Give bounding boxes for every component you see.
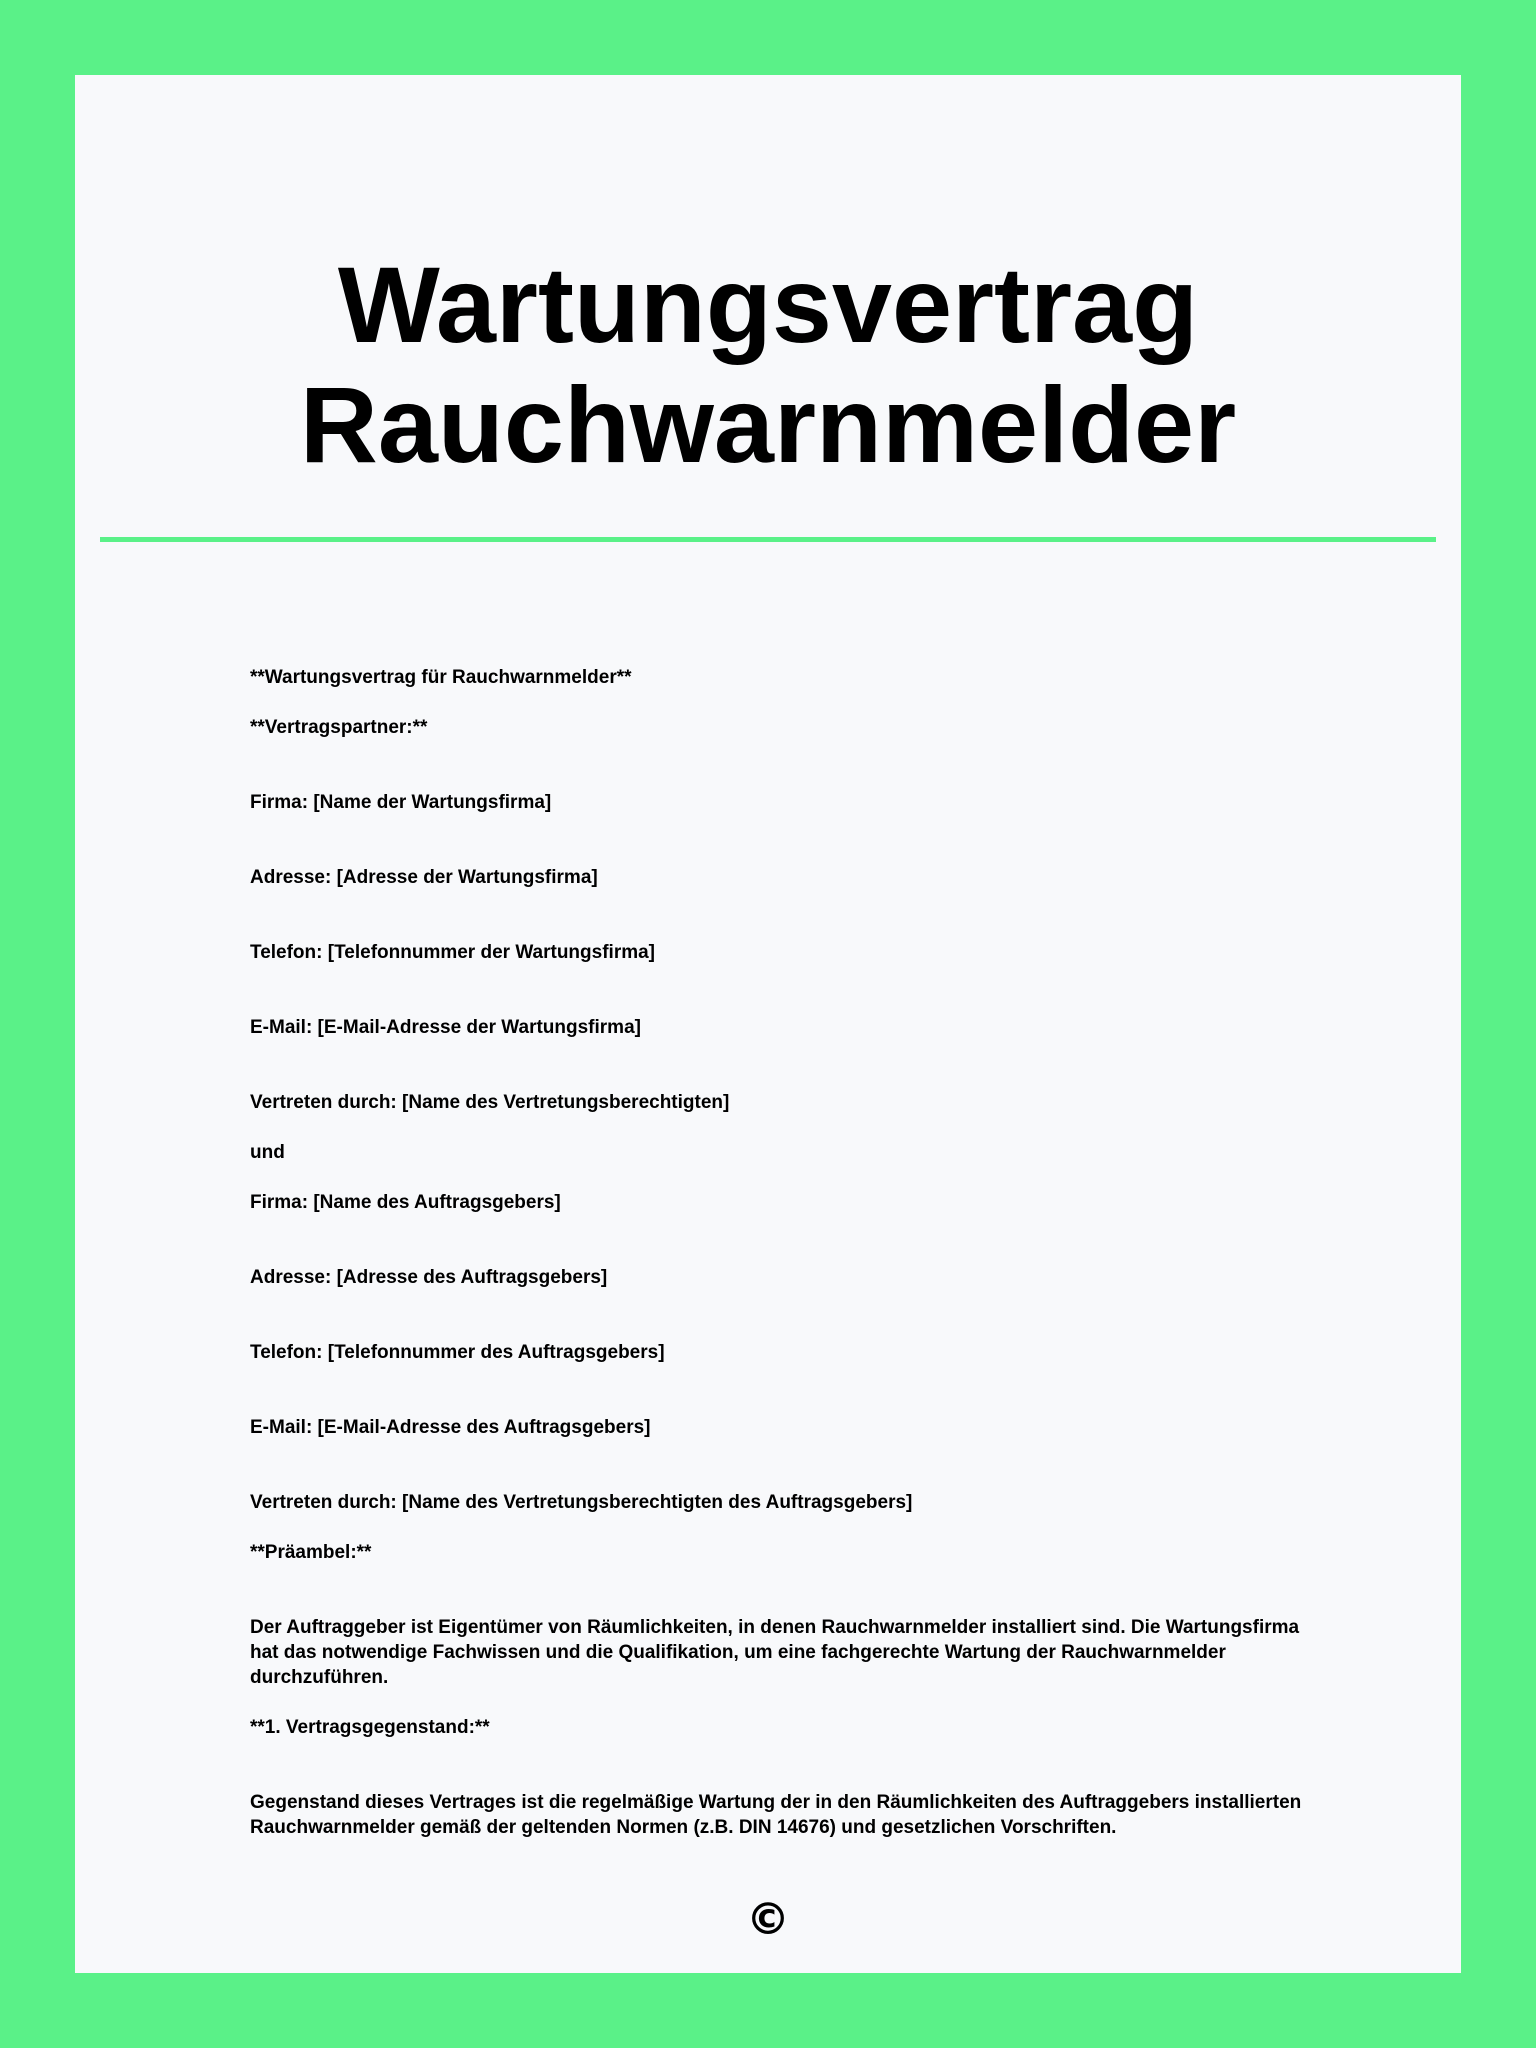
- parties-conjunction: und: [250, 1142, 285, 1163]
- party2-representative: Vertreten durch: [Name des Vertretungsberechtigten des Auftragsgebers]: [250, 1492, 913, 1513]
- heading-parties: **Vertragspartner:**: [250, 717, 428, 738]
- subject-text: Gegenstand dieses Vertrages ist die regelmäßige Wartung der in den Räumlichkeiten des Auftraggebers installierten Rauchwarnmelder gemäß der geltenden Normen (z.B. DIN 14676) und gesetzlichen Vorschriften.: [250, 1792, 1302, 1838]
- party2-phone: Telefon: [Telefonnummer des Auftragsgebers]: [250, 1342, 665, 1363]
- document-title-line-1: Wartungsvertrag: [337, 244, 1199, 365]
- party1-address: Adresse: [Adresse der Wartungsfirma]: [250, 867, 598, 888]
- party2-address: Adresse: [Adresse des Auftragsgebers]: [250, 1267, 608, 1288]
- preamble-text: Der Auftraggeber ist Eigentümer von Räumlichkeiten, in denen Rauchwarnmelder installiert sind. Die Wartungsfirma hat das notwendige Fachwissen und die Qualifikation, um eine fachgerechte Wartung der Rauchwarnmelder durchzuführen.: [250, 1617, 1300, 1688]
- document-page: [75, 75, 1461, 1973]
- party2-email: E-Mail: [E-Mail-Adresse des Auftragsgebers]: [250, 1417, 651, 1438]
- document-title: [75, 245, 1461, 485]
- title-divider: [100, 537, 1436, 542]
- document-title-line-2: Rauchwarnmelder: [299, 364, 1237, 485]
- heading-preamble: **Präambel:**: [250, 1542, 372, 1563]
- heading-subject: **1. Vertragsgegenstand:**: [250, 1717, 490, 1738]
- party1-phone: Telefon: [Telefonnummer der Wartungsfirma]: [250, 942, 656, 963]
- heading-contract: **Wartungsvertrag für Rauchwarnmelder**: [250, 667, 632, 688]
- copyright-symbol: ©: [746, 1894, 790, 1945]
- party1-representative: Vertreten durch: [Name des Vertretungsberechtigten]: [250, 1092, 730, 1113]
- party1-email: E-Mail: [E-Mail-Adresse der Wartungsfirma]: [250, 1017, 641, 1038]
- party2-company: Firma: [Name des Auftragsgebers]: [250, 1192, 561, 1213]
- party1-company: Firma: [Name der Wartungsfirma]: [250, 792, 552, 813]
